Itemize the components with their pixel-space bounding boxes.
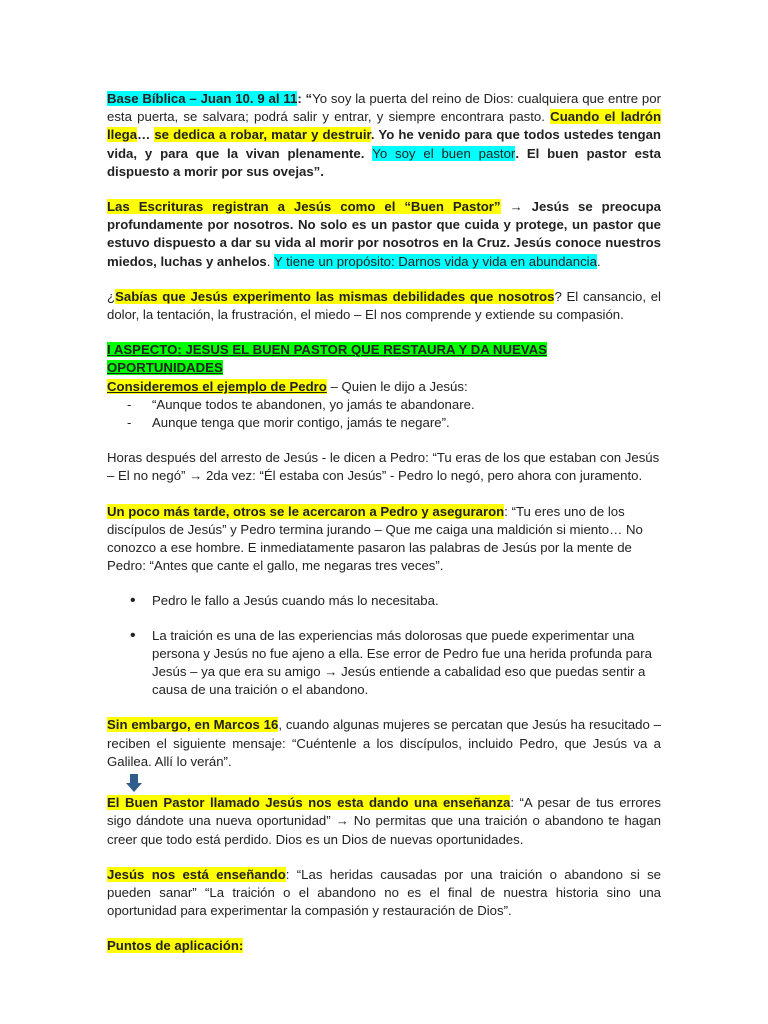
highlight-base-biblica: Base Bíblica – Juan 10. 9 al 11	[107, 91, 298, 106]
highlight-ladron: Cuando el ladrón llega	[107, 109, 661, 143]
bullet-list	[107, 592, 661, 699]
highlight-puntos: Puntos de aplicación	[107, 938, 239, 954]
list-item: • La traición es una de las experiencias más dolorosas que puede experimentar una persona y Jesús no fue ajeno a ella. Ese error de Pedro fue una herida profunda para Jesús – ya que era su amigo → Jesús entiende a cabalidad eso que puedas sentir a causa de una traición o el abandono.	[152, 627, 661, 700]
paragraph-sabias: ¿Sabías que Jesús experimento las mismas debilidades que nosotros? El cansancio, el dolor, la tentación, la frustración, el miedo – El nos comprende y extiende su compasión.	[107, 288, 661, 323]
paragraph-poco-mas-tarde: Un poco más tarde, otros se le acercaron a Pedro y aseguraron: “Tu eres uno de los discípulos de Jesús” y Pedro termina jurando – Que me caiga una maldición si miento… No conozco a ese hombre. E inmediatamente pasaron las palabras de Jesús por la mente de Pedro: “Antes que cante el gallo, me negaras tres veces”.	[107, 503, 643, 574]
paragraph-buen-pastor-ensenanza: El Buen Pastor llamado Jesús nos esta dando una enseñanza: “A pesar de tus errores sigo dándote una nueva oportunidad” → No permitas que una traición o abandono te hagan creer que todo está perdido. Dios es un Dios de nuevas oportunidades.	[107, 795, 661, 847]
paragraph-marcos: Sin embargo, en Marcos 16, cuando algunas mujeres se percatan que Jesús ha resucitado – reciben el siguiente mensaje: “Cuéntenle a los discípulos, incluido Pedro, que Jesús va a Galilea. Allí lo verán”.	[107, 717, 661, 769]
highlight-pedro: Consideremos el ejemplo de Pedro	[107, 378, 327, 394]
section-heading	[107, 341, 661, 377]
highlight-marcos: Sin embargo, en Marcos 16	[107, 717, 279, 733]
paragraph-escrituras: Las Escrituras registran a Jesús como el “Buen Pastor” → Jesús se preocupa profundamente por nosotros. No solo es un pastor que cuida y protege, un pastor que estuvo dispuesto a dar su vida al morir por nosotros en la Cruz. Jesús conoce nuestros miedos, luchas y anhelos. Y tiene un propósito: Darnos vida y vida en abundancia.	[107, 199, 661, 269]
highlight-buen-pastor: Yo soy el buen pastor	[372, 145, 516, 161]
list-item: • Pedro le fallo a Jesús cuando más lo necesitaba.	[152, 592, 661, 610]
section-title: I ASPECTO: JESUS EL BUEN PASTOR QUE RESTAURA Y DA NUEVAS OPORTUNIDADES	[107, 342, 547, 376]
highlight-escrituras: Las Escrituras registran a Jesús como el “Buen Pastor”	[107, 199, 501, 215]
highlight-destruir: se dedica a robar, matar y destruir	[154, 127, 371, 143]
down-arrow-icon	[128, 774, 140, 792]
list-item: - “Aunque todos te abandonen, yo jamás te abandonare.	[152, 396, 661, 414]
paragraph-jesus-ensenando: Jesús nos está enseñando: “Las heridas causadas por una traición o abandono si se pueden sanar” “La traición o el abandono no es el final de nuestra historia sino una oportunidad para experimentar la compasión y restauración de Dios”.	[107, 866, 661, 919]
highlight-poco-mas: Un poco más tarde, otros se le acercaron a Pedro y aseguraron	[107, 503, 505, 519]
list-item: - Aunque tenga que morir contigo, jamás te negare”.	[152, 414, 661, 432]
paragraph-puntos: Puntos de aplicación:	[107, 938, 244, 954]
highlight-ensenanza: El Buen Pastor llamado Jesús nos esta dando una enseñanza	[107, 795, 511, 811]
highlight-ensenando: Jesús nos está enseñando	[107, 866, 286, 882]
section-subheading: Consideremos el ejemplo de Pedro – Quien le dijo a Jesús:	[107, 378, 468, 394]
highlight-sabias: Sabías que Jesús experimento las mismas debilidades que nosotros	[115, 288, 555, 304]
paragraph-base-biblica: Base Bíblica – Juan 10. 9 al 11: “Yo soy la puerta del reino de Dios: cualquiera que entre por esta puerta, se salvara; podrá salir y entrar, y siempre encontrara pasto. Cuando el ladrón llega… se dedica a robar, matar y destruir. Yo he venido para que todos ustedes tengan vida, y para que la vivan plenamente. Yo soy el buen pastor. El buen pastor esta dispuesto a morir por sus ovejas”.	[107, 91, 661, 179]
highlight-proposito: Y tiene un propósito: Darnos vida y vida en abundancia	[273, 253, 597, 269]
paragraph-horas: Horas después del arresto de Jesús - le dicen a Pedro: “Tu eras de los que estaban con Jesús – El no negó” → 2da vez: “Él estaba con Jesús” - Pedro lo negó, pero ahora con juramento.	[107, 450, 660, 484]
dash-list	[107, 396, 661, 432]
